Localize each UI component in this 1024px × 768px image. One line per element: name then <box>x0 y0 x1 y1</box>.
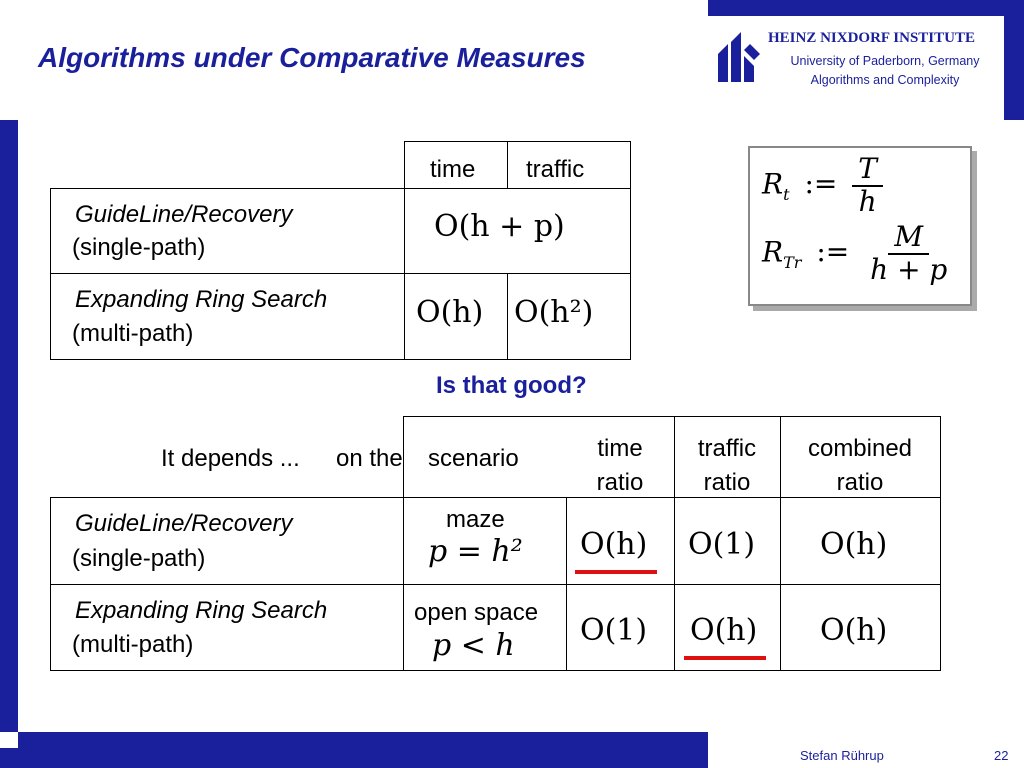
rtr-sub: Tr <box>783 252 802 272</box>
header-time-ratio-line2: ratio <box>596 469 644 496</box>
header-combined-ratio-line1: combined <box>807 435 913 462</box>
left-bar <box>0 120 18 732</box>
table1-row2-traffic: O(h²) <box>514 295 594 330</box>
header-traffic-ratio-line1: traffic <box>697 435 757 462</box>
table2-row1-type: (single-path) <box>72 545 206 572</box>
rtr-den: h + p <box>870 252 948 286</box>
table1-header-traffic: traffic <box>526 156 585 183</box>
ratio-definitions <box>748 146 972 306</box>
highlight-underline-traffic <box>684 656 766 660</box>
table2-row1-time: O(h) <box>580 527 648 562</box>
table1-row1-type: (single-path) <box>72 234 206 261</box>
question-text: Is that good? <box>436 372 587 399</box>
institute-name: HEINZ NIXDORF INSTITUTE <box>768 30 975 46</box>
table2-row2-scenario-formula: p < h <box>432 628 515 663</box>
table2-row2-combined: O(h) <box>820 613 888 648</box>
table2-row1-traffic: O(1) <box>688 527 756 562</box>
institute-logo-icon <box>714 30 762 86</box>
institute-university: University of Paderborn, Germany <box>790 54 980 68</box>
header-traffic-ratio-line2: ratio <box>703 469 751 496</box>
rtr-num: M <box>888 222 929 255</box>
table2-row2-type: (multi-path) <box>72 631 194 658</box>
table2-row2-time: O(1) <box>580 613 648 648</box>
bottom-bar-left <box>18 732 708 748</box>
rt-symbol: R <box>762 167 784 201</box>
institute-group: Algorithms and Complexity <box>810 73 960 87</box>
table1-row2-type: (multi-path) <box>72 320 194 347</box>
footer-author: Stefan Rührup <box>800 748 884 763</box>
rt-sub: t <box>783 184 790 204</box>
depends-label: It depends ... <box>161 445 300 472</box>
rtr-symbol: R <box>762 235 784 269</box>
table2-row2-scenario: open space <box>414 599 539 626</box>
header-time-ratio <box>566 432 674 500</box>
table1-header-time: time <box>430 156 476 183</box>
table1-row1-name: GuideLine/Recovery <box>75 201 293 228</box>
table1-row2-name: Expanding Ring Search <box>75 286 328 313</box>
rtr-assign: := <box>816 235 850 269</box>
table2-row1-combined: O(h) <box>820 527 888 562</box>
table2-row1-scenario: maze <box>446 506 505 533</box>
rt-den: h <box>858 184 877 218</box>
scenario-header: scenario <box>428 445 519 472</box>
page-title: Algorithms under Comparative Measures <box>38 42 586 73</box>
table1-row2-time: O(h) <box>416 295 484 330</box>
depends-on-label: on the <box>336 445 403 472</box>
table2-row2-traffic: O(h) <box>690 613 758 648</box>
header-combined-ratio-line2: ratio <box>836 469 884 496</box>
header-time-ratio-line1: time <box>597 435 643 462</box>
header-combined-ratio <box>780 432 940 500</box>
table2-row1-scenario-formula: p = h² <box>428 534 523 569</box>
highlight-underline-time <box>575 570 657 574</box>
rt-assign: := <box>804 167 838 201</box>
table1-row1-complexity: O(h + p) <box>434 209 565 244</box>
page-number: 22 <box>994 748 1009 763</box>
rt-num: T <box>852 154 883 187</box>
table2-row1-name: GuideLine/Recovery <box>75 510 293 537</box>
table2-row2-name: Expanding Ring Search <box>75 597 328 624</box>
header-traffic-ratio <box>674 432 780 500</box>
